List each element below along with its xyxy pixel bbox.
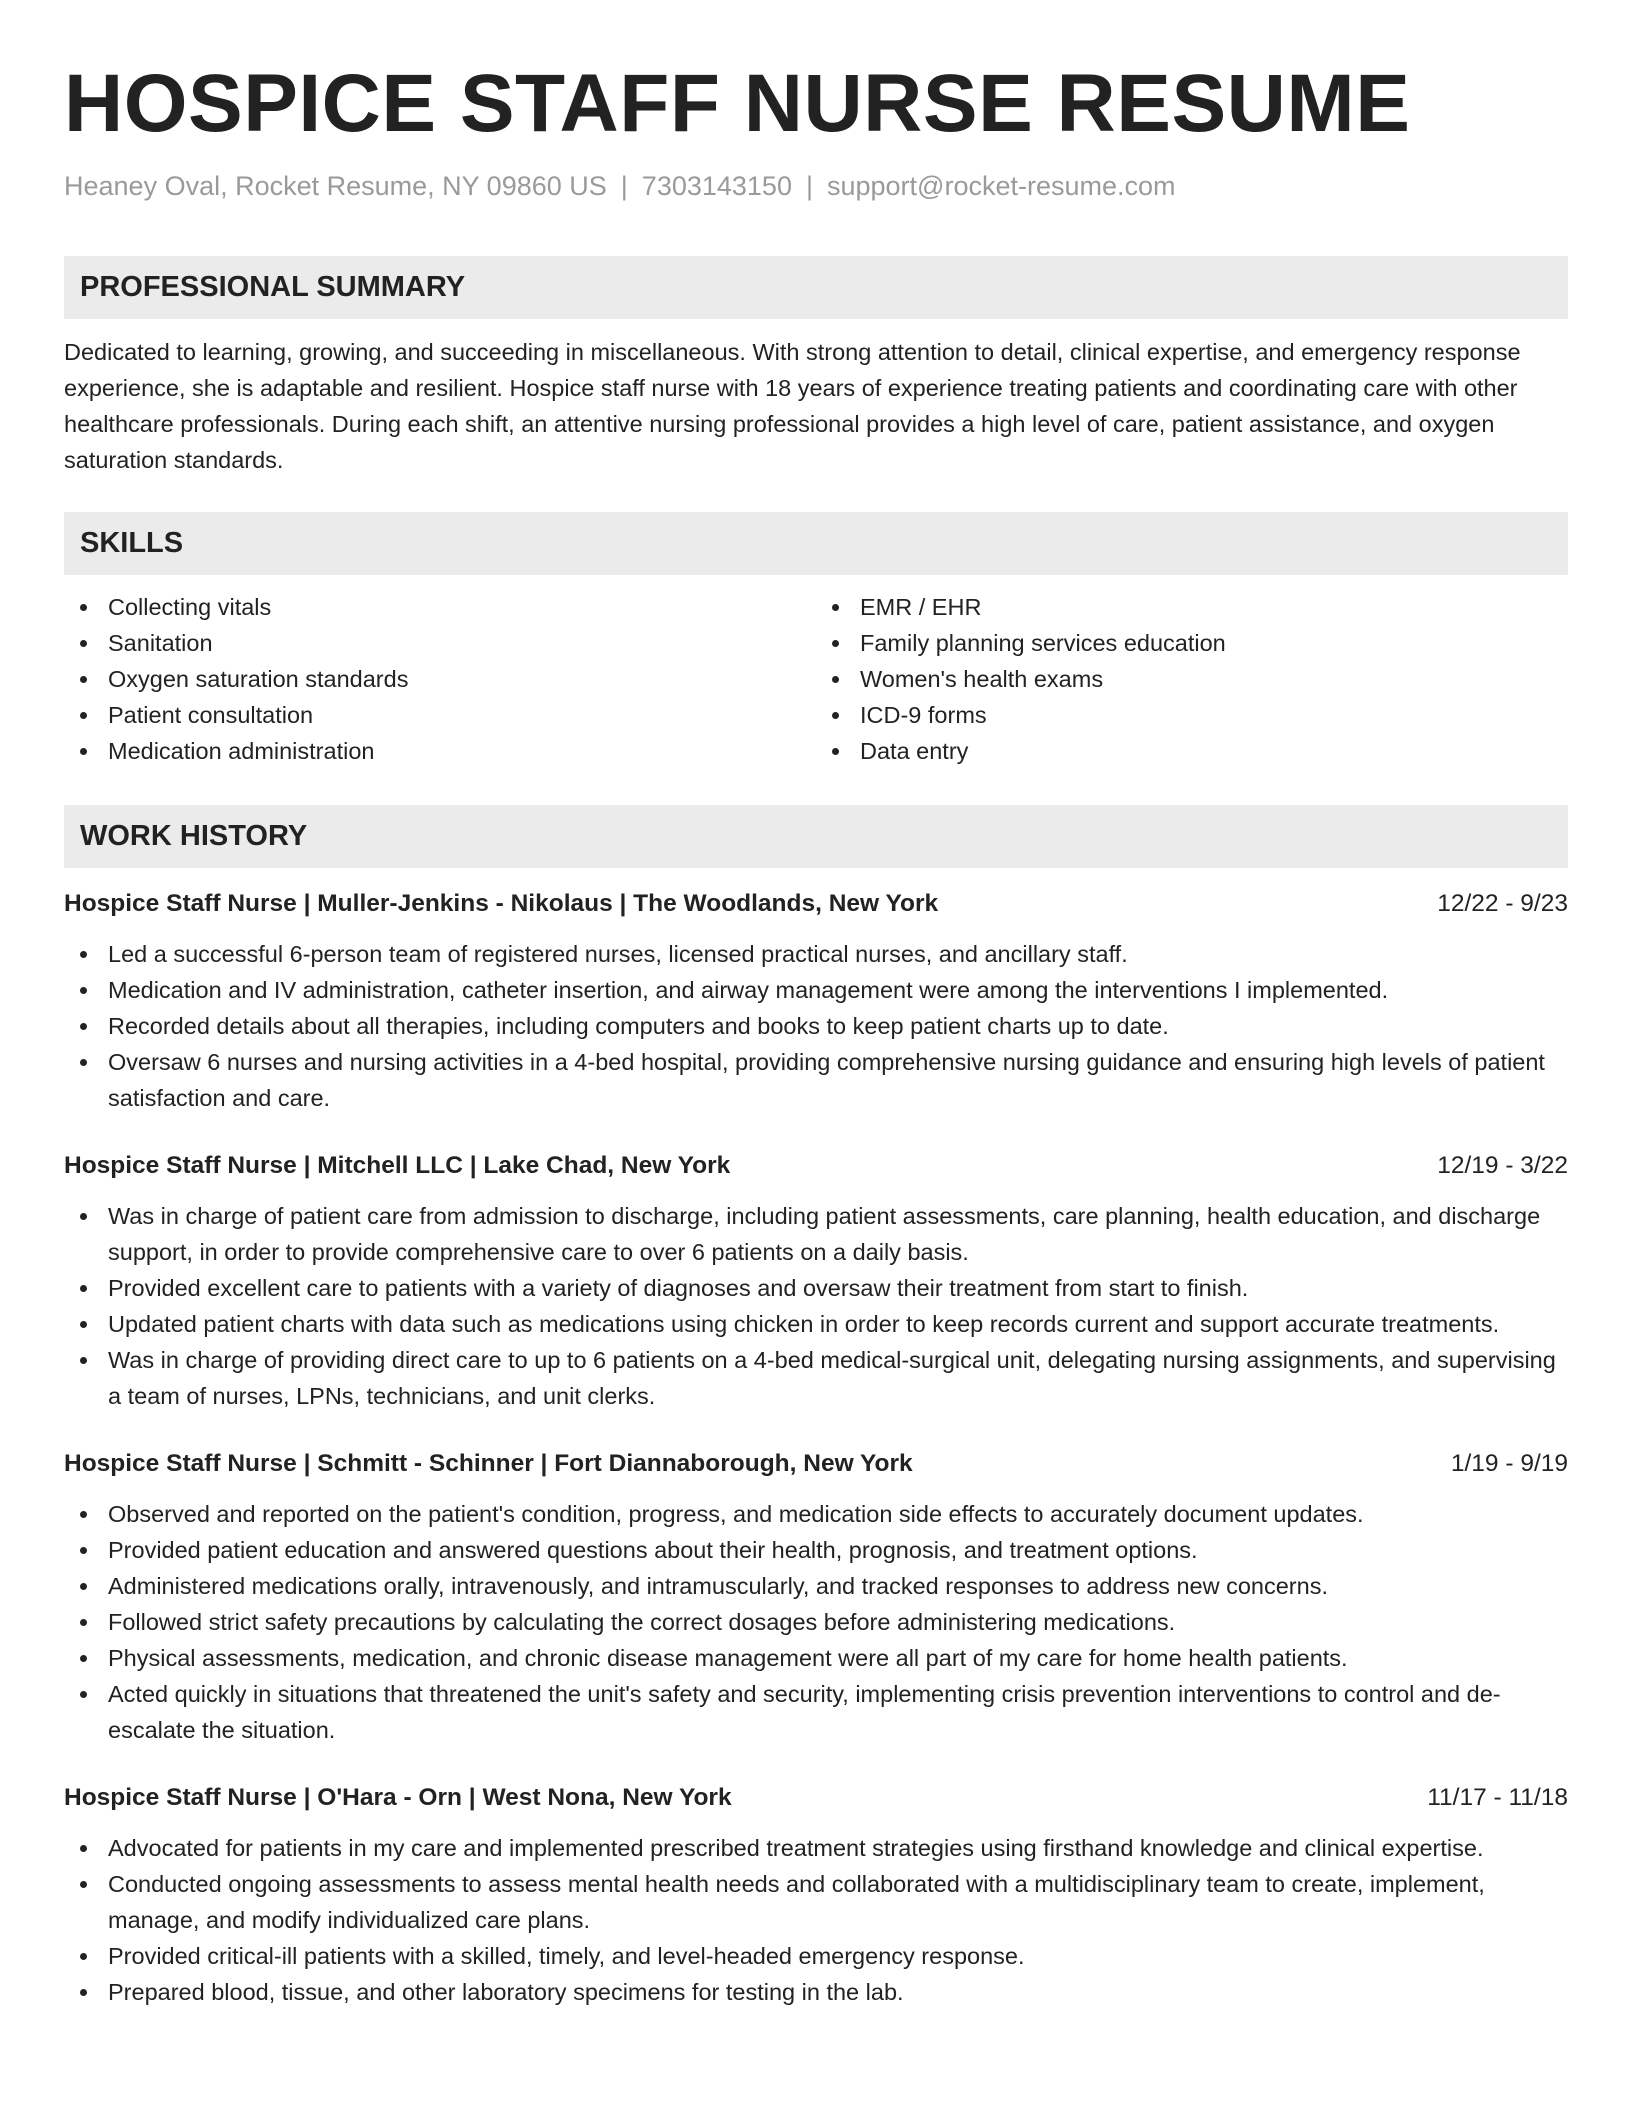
job-bullet: Recorded details about all therapies, including computers and books to keep patient charts up to date. xyxy=(64,1008,1568,1044)
job-dates: 12/19 - 3/22 xyxy=(1437,1152,1568,1179)
job-bullet: Provided excellent care to patients with a variety of diagnoses and oversaw their treatment from start to finish. xyxy=(64,1270,1568,1306)
job-bullets xyxy=(64,1496,1568,1748)
address: Heaney Oval, Rocket Resume, NY 09860 US xyxy=(64,171,607,201)
job-heading xyxy=(64,886,1568,922)
job-bullet: Observed and reported on the patient's condition, progress, and medication side effects to accurately document updates. xyxy=(64,1496,1568,1532)
job-entry xyxy=(64,1446,1568,1748)
phone: 7303143150 xyxy=(641,171,792,201)
job-bullet: Provided patient education and answered questions about their health, prognosis, and treatment options. xyxy=(64,1532,1568,1568)
skill-item: EMR / EHR xyxy=(816,589,1568,625)
job-bullet: Acted quickly in situations that threatened the unit's safety and security, implementing crisis prevention interventions to control and de-escalate the situation. xyxy=(64,1676,1568,1748)
skills-grid xyxy=(64,589,1568,769)
job-bullet: Followed strict safety precautions by calculating the correct dosages before administering medications. xyxy=(64,1604,1568,1640)
job-dates: 12/22 - 9/23 xyxy=(1437,890,1568,917)
job-bullet: Conducted ongoing assessments to assess mental health needs and collaborated with a multidisciplinary team to create, implement, manage, and modify individualized care plans. xyxy=(64,1866,1568,1938)
skill-item: Oxygen saturation standards xyxy=(64,661,816,697)
job-bullet: Provided critical-ill patients with a skilled, timely, and level-headed emergency response. xyxy=(64,1938,1568,1974)
job-bullets xyxy=(64,936,1568,1116)
skill-item: Women's health exams xyxy=(816,661,1568,697)
job-bullet: Medication and IV administration, catheter insertion, and airway management were among the interventions I implemented. xyxy=(64,972,1568,1008)
resume-title: HOSPICE STAFF NURSE RESUME xyxy=(64,58,1411,149)
job-dates: 11/17 - 11/18 xyxy=(1427,1784,1568,1811)
skill-item: Sanitation xyxy=(64,625,816,661)
skills-list-left xyxy=(64,589,816,769)
job-bullets xyxy=(64,1198,1568,1414)
separator: | xyxy=(620,171,628,201)
skill-item: Data entry xyxy=(816,733,1568,769)
separator: | xyxy=(805,171,813,201)
job-title: Hospice Staff Nurse | Muller-Jenkins - Nikolaus | The Woodlands, New York xyxy=(64,890,939,917)
job-bullet: Physical assessments, medication, and chronic disease management were all part of my care for home health patients. xyxy=(64,1640,1568,1676)
job-entry xyxy=(64,1148,1568,1414)
job-bullet: Oversaw 6 nurses and nursing activities in a 4-bed hospital, providing comprehensive nursing guidance and ensuring high levels of patient satisfaction and care. xyxy=(64,1044,1568,1116)
job-title: Hospice Staff Nurse | Schmitt - Schinner | Fort Diannaborough, New York xyxy=(64,1450,913,1477)
job-dates: 1/19 - 9/19 xyxy=(1450,1450,1568,1477)
job-heading xyxy=(64,1780,1568,1816)
job-bullet: Updated patient charts with data such as medications using chicken in order to keep records current and support accurate treatments. xyxy=(64,1306,1568,1342)
skill-item: ICD-9 forms xyxy=(816,697,1568,733)
email: support@rocket-resume.com xyxy=(826,171,1176,201)
section-header-skills: SKILLS xyxy=(64,512,1568,575)
skill-item: Medication administration xyxy=(64,733,816,769)
job-heading xyxy=(64,1148,1568,1184)
contact-line xyxy=(64,168,1568,204)
job-entry xyxy=(64,1780,1568,2010)
summary-text: Dedicated to learning, growing, and succeeding in miscellaneous. With strong attention to detail, clinical expertise, and emergency response experience, she is adaptable and resilient. Hospice staff nurse with 18 years of experience treating patients and coordinating care with other healthcare professionals. During each shift, an attentive nursing professional provides a high level of care, patient assistance, and oxygen saturation standards. xyxy=(64,339,1521,473)
job-bullet: Advocated for patients in my care and implemented prescribed treatment strategies using firsthand knowledge and clinical expertise. xyxy=(64,1830,1568,1866)
job-bullet: Administered medications orally, intravenously, and intramuscularly, and tracked responses to address new concerns. xyxy=(64,1568,1568,1604)
job-bullet: Prepared blood, tissue, and other laboratory specimens for testing in the lab. xyxy=(64,1974,1568,2010)
job-title: Hospice Staff Nurse | O'Hara - Orn | West Nona, New York xyxy=(64,1784,732,1811)
skill-item: Patient consultation xyxy=(64,697,816,733)
job-bullet: Was in charge of patient care from admission to discharge, including patient assessments, care planning, health education, and discharge support, in order to provide comprehensive care to over 6 patients on a daily basis. xyxy=(64,1198,1568,1270)
section-header-summary: PROFESSIONAL SUMMARY xyxy=(64,256,1568,319)
skill-item: Family planning services education xyxy=(816,625,1568,661)
job-title: Hospice Staff Nurse | Mitchell LLC | Lake Chad, New York xyxy=(64,1152,731,1179)
skill-item: Collecting vitals xyxy=(64,589,816,625)
skills-list-right xyxy=(816,589,1568,769)
job-bullet: Was in charge of providing direct care to up to 6 patients on a 4-bed medical-surgical unit, delegating nursing assignments, and supervising a team of nurses, LPNs, technicians, and unit clerks. xyxy=(64,1342,1568,1414)
section-header-work-history: WORK HISTORY xyxy=(64,805,1568,868)
job-bullet: Led a successful 6-person team of registered nurses, licensed practical nurses, and ancillary staff. xyxy=(64,936,1568,972)
job-bullets xyxy=(64,1830,1568,2010)
job-entry xyxy=(64,886,1568,1116)
job-heading xyxy=(64,1446,1568,1482)
